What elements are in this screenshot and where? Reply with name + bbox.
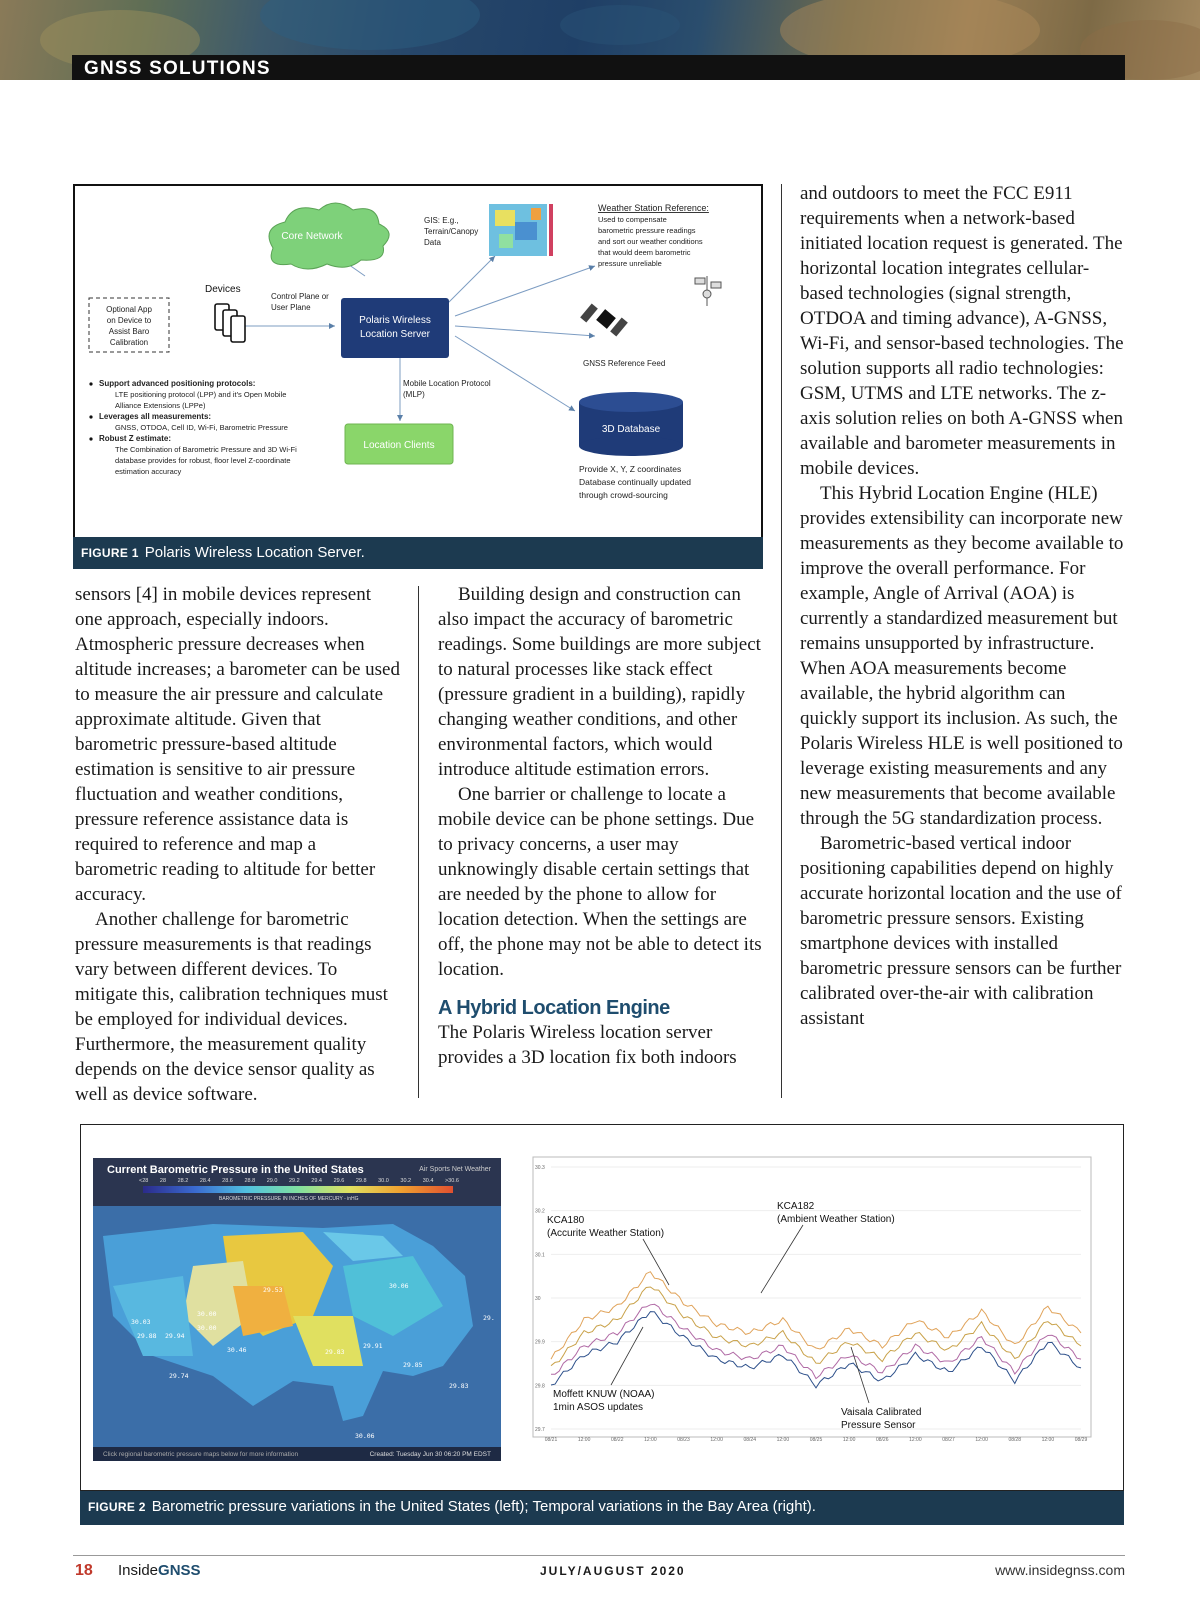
mlp-label-2: (MLP) — [403, 390, 425, 399]
footer-brand-inside: Inside — [118, 1562, 159, 1579]
y-tick-label: 30.2 — [535, 1208, 545, 1215]
figure-1-label: FIGURE 1 — [81, 546, 139, 560]
figure-2 — [80, 1124, 1124, 1491]
map-reading-label: 29.85 — [403, 1361, 423, 1369]
annotation-vaisala-1: Vaisala Calibrated — [841, 1407, 922, 1418]
pressure-scale-labels — [139, 1178, 459, 1184]
x-tick-label: 08/23 — [677, 1437, 690, 1443]
weather-text-1: Used to compensate — [598, 215, 667, 224]
scale-label: 28.6 — [222, 1178, 233, 1184]
text-column-3 — [800, 181, 1126, 1031]
x-tick-label: 08/22 — [610, 1437, 624, 1443]
col1-paragraph-2: Another challenge for barometric pressure measurements is that readings vary between different devices. To mitigate this, calibration techniques must be employed for individual devices. Furthermore, the measurement quality depends on the device sensor quality as well as device software. — [75, 909, 388, 1105]
bullet-2-body-1: GNSS, OTDOA, Cell ID, Wi-Fi, Barometric Pressure — [115, 423, 288, 432]
col3-paragraph-3: Barometric-based vertical indoor positioning capabilities depend on highly accurate horizontal location and the use of barometric pressure sensors. Existing smartphone devices with installed barometric pressure sensors can be further calibrated over-the-air with calibration assistant — [800, 833, 1122, 1029]
page-number: 18 — [75, 1562, 93, 1579]
x-tick-label: 12:00 — [1041, 1437, 1055, 1443]
annotation-kca182-1: KCA182 — [777, 1201, 815, 1212]
scale-label: 30.4 — [422, 1178, 434, 1184]
weather-text-2: barometric pressure readings — [598, 226, 696, 235]
col3-paragraph-1: and outdoors to meet the FCC E911 requirements when a network-based initiated location request is generated. The horizontal location integrates cellular-based technologies (signal strength, OTDOA and timing advance), A-GNSS, Wi-Fi, and sensor-based technologies. The solution supports all radio technologies: GSM, UTMS and LTE networks. The z-axis solution relies on both A-GNSS when available and barometer measurements in mobile devices. — [800, 183, 1124, 479]
y-tick-label: 30.1 — [535, 1252, 545, 1259]
bullet-2-head: Leverages all measurements: — [99, 412, 212, 421]
gis-heatmap-image — [489, 204, 553, 256]
x-tick-label: 12:00 — [842, 1437, 856, 1443]
figure-2-caption: Barometric pressure variations in the United States (left); Temporal variations in the Bay Area (right). — [151, 1498, 816, 1515]
gis-label-2: Terrain/Canopy — [424, 227, 479, 236]
scale-label: 30.0 — [378, 1178, 389, 1184]
map-reading-label: 29.94 — [165, 1332, 185, 1340]
scale-label: 28.8 — [244, 1178, 256, 1184]
col2-paragraph-1: Building design and construction can also impact the accuracy of barometric readings. Some buildings are more subject to natural processes like stack effect (pressure gradient in a building), rapidly changing weather conditions, and other environmental factors, which would introduce altitude estimation errors. — [438, 584, 761, 780]
text-column-2 — [438, 582, 764, 1070]
mlp-label-1: Mobile Location Protocol — [403, 379, 491, 388]
y-tick-label: 30 — [535, 1296, 541, 1302]
footer-brand-gnss: GNSS — [158, 1562, 201, 1579]
y-tick-label: 29.9 — [535, 1339, 545, 1346]
annotation-vaisala-2: Pressure Sensor — [841, 1420, 916, 1431]
optional-app-2: on Device to — [106, 316, 152, 325]
bullet-3-dot — [89, 437, 92, 440]
map-reading-label: 30.46 — [227, 1346, 247, 1354]
figure-1-caption: Polaris Wireless Location Server. — [144, 544, 365, 561]
section-heading-hybrid: A Hybrid Location Engine — [438, 997, 670, 1019]
x-tick-label: 12:00 — [776, 1437, 790, 1443]
col3-paragraph-2: This Hybrid Location Engine (HLE) provides extensibility can incorporate new measurements as they become available to improve the overall performance. For example, Angle of Arrival (AOA) is currently a standardized measurement but remains unsupported by infrastructure. When AOA measurements become available, the hybrid algorithm can quickly support its inclusion. As such, the Polaris Wireless HLE is well positioned to leverage existing measurements and any new measurements that become available through the 5G standardization process. — [800, 483, 1124, 829]
gnss-feed-label: GNSS Reference Feed — [583, 359, 666, 368]
map-footer-left: Click regional barometric pressure maps below for more information — [103, 1451, 299, 1458]
x-tick-label: 12:00 — [710, 1437, 723, 1443]
location-server-box — [341, 298, 449, 358]
annotation-moffett-2: 1min ASOS updates — [553, 1402, 644, 1413]
x-tick-label: 08/27 — [942, 1437, 955, 1443]
gnss-satellite-icon — [580, 304, 628, 337]
optional-app-4: Calibration — [109, 338, 149, 347]
scale-label: 30.2 — [400, 1178, 412, 1184]
map-reading-label: 29.88 — [137, 1332, 157, 1340]
figure-2-caption-bar — [80, 1491, 1124, 1525]
x-tick-label: 08/24 — [743, 1437, 757, 1443]
bullet-1-head: Support advanced positioning protocols: — [99, 379, 256, 388]
scale-label: 29.2 — [289, 1178, 300, 1184]
optional-app-3: Assist Baro — [108, 327, 150, 336]
map-reading-label: 30.03 — [131, 1318, 151, 1326]
x-tick-label: 12:00 — [909, 1437, 922, 1443]
map-reading-label: 30.06 — [355, 1432, 375, 1440]
scale-label: 29.8 — [355, 1178, 367, 1184]
control-plane-2: User Plane — [271, 303, 311, 312]
col2-paragraph-2: One barrier or challenge to locate a mobile device can be phone settings. Due to privacy concerns, a user may unknowingly disable certain settings that are needed by the phone to allow for location detection. When the settings are off, the phone may not be able to detect its location. — [438, 784, 762, 980]
text-column-1 — [75, 582, 400, 1107]
figure-1-diagram — [75, 186, 761, 537]
x-tick-label: 12:00 — [577, 1437, 591, 1443]
map-reading-label: 29.83 — [325, 1348, 345, 1356]
y-tick-label: 30.3 — [535, 1165, 545, 1171]
gis-label-1: GIS: E.g., — [424, 216, 459, 225]
control-plane-1: Control Plane or — [271, 292, 329, 301]
map-reading-label: 29.74 — [169, 1372, 189, 1380]
y-tick-label: 29.7 — [535, 1427, 545, 1433]
weather-text-3: and sort our weather conditions — [598, 237, 703, 246]
figure-2-label: FIGURE 2 — [88, 1500, 146, 1514]
db-text-1: Provide X, Y, Z coordinates — [579, 464, 682, 474]
figure-1-caption-bar — [73, 537, 763, 569]
y-tick-label: 29.8 — [535, 1383, 545, 1390]
annotation-kca180-1: KCA180 — [547, 1215, 585, 1226]
weather-station-icon — [695, 276, 721, 306]
db-text-3: through crowd-sourcing — [579, 490, 668, 500]
map-reading-label: 29. — [483, 1314, 495, 1322]
figure-1 — [73, 184, 763, 539]
footer-issue: JULY/AUGUST 2020 — [540, 1564, 686, 1578]
gis-label-3: Data — [424, 238, 441, 247]
x-tick-label: 08/29 — [1074, 1437, 1088, 1443]
section-title: GNSS SOLUTIONS — [84, 58, 271, 79]
pressure-scale-bar — [143, 1186, 453, 1193]
optional-app-1: Optional App — [106, 305, 152, 314]
annotation-moffett-1: Moffett KNUW (NOAA) — [553, 1389, 655, 1400]
map-reading-label: 30.06 — [389, 1282, 409, 1290]
map-reading-label: 29.83 — [449, 1382, 469, 1390]
bullet-3-body-2: database provides for robust, floor level Z-coordinate — [115, 456, 291, 465]
col1-paragraph-1: sensors [4] in mobile devices represent one approach, especially indoors. Atmospheric pressure decreases when altitude increases; a barometer can be used to measure the air pressure and calculate approximate altitude. Given that barometric pressure-based altitude estimation is sensitive to air pressure fluctuation and weather conditions, pressure reference assistance data is required to reference and map a barometric reading to altitude for better accuracy. — [75, 584, 400, 905]
footer-brand — [118, 1562, 201, 1579]
core-network-label: Core Network — [281, 231, 343, 242]
weather-station-title: Weather Station Reference: — [598, 203, 709, 213]
bullet-1-dot — [89, 382, 92, 385]
annotation-kca180-2: (Accurite Weather Station) — [547, 1228, 665, 1239]
bullet-3-body-1: The Combination of Barometric Pressure and 3D Wi-Fi — [115, 445, 297, 454]
scale-label: 29.6 — [333, 1178, 345, 1184]
location-clients-label: Location Clients — [363, 440, 435, 451]
pressure-scale-title: BAROMETRIC PRESSURE IN INCHES OF MERCURY - inHG — [219, 1196, 359, 1202]
map-reading-label: 30.00 — [197, 1310, 217, 1318]
map-reading-label: 29.91 — [363, 1342, 383, 1350]
pressure-map-panel — [93, 1158, 501, 1461]
x-tick-label: 08/26 — [875, 1437, 889, 1443]
scale-label: 29.4 — [311, 1178, 322, 1184]
footer-url: www.insidegnss.com — [995, 1562, 1125, 1578]
map-reading-label: 29.53 — [263, 1286, 283, 1294]
map-reading-label: 30.00 — [197, 1324, 217, 1332]
scale-label: 29.0 — [266, 1178, 278, 1184]
database-label: 3D Database — [601, 424, 661, 435]
weather-text-5: pressure unreliable — [598, 259, 662, 268]
server-label-1: Polaris Wireless — [359, 315, 431, 326]
x-tick-label: 12:00 — [975, 1437, 988, 1443]
annotation-kca182-2: (Ambient Weather Station) — [777, 1214, 895, 1225]
temporal-pressure-chart — [521, 1147, 1109, 1465]
column-rule-1 — [418, 586, 419, 1098]
server-label-2: Location Server — [359, 329, 431, 340]
column-rule-2 — [781, 184, 782, 1098]
bullet-3-head: Robust Z estimate: — [99, 434, 172, 443]
x-tick-label: 12:00 — [644, 1437, 657, 1443]
map-footer-right: Created: Tuesday Jun 30 06:20 PM EDST — [369, 1451, 491, 1458]
footer-rule — [73, 1555, 1125, 1556]
devices-label: Devices — [205, 284, 241, 295]
scale-label: <28 — [139, 1178, 149, 1184]
x-tick-label: 08/21 — [544, 1437, 558, 1443]
x-tick-label: 08/28 — [1008, 1437, 1022, 1443]
bullet-1-body-1: LTE positioning protocol (LPP) and it's Open Mobile — [115, 390, 287, 399]
col2-paragraph-3: The Polaris Wireless location server provides a 3D location fix both indoors — [438, 1022, 737, 1068]
scale-label: 28.4 — [199, 1178, 211, 1184]
scale-label: >30.6 — [444, 1178, 459, 1184]
bullet-2-dot — [89, 415, 92, 418]
bullet-1-body-2: Alliance Extensions (LPPe) — [115, 401, 206, 410]
map-title: Current Barometric Pressure in the United States — [107, 1164, 364, 1176]
bullet-3-body-3: estimation accuracy — [115, 467, 182, 476]
x-tick-label: 08/25 — [809, 1437, 823, 1443]
mobile-devices-icon — [215, 304, 245, 342]
map-brand: Air Sports Net Weather — [419, 1166, 491, 1173]
db-text-2: Database continually updated — [579, 477, 691, 487]
scale-label: 28 — [159, 1178, 167, 1184]
scale-label: 28.2 — [177, 1178, 189, 1184]
weather-text-4: that would deem barometric — [598, 248, 691, 257]
